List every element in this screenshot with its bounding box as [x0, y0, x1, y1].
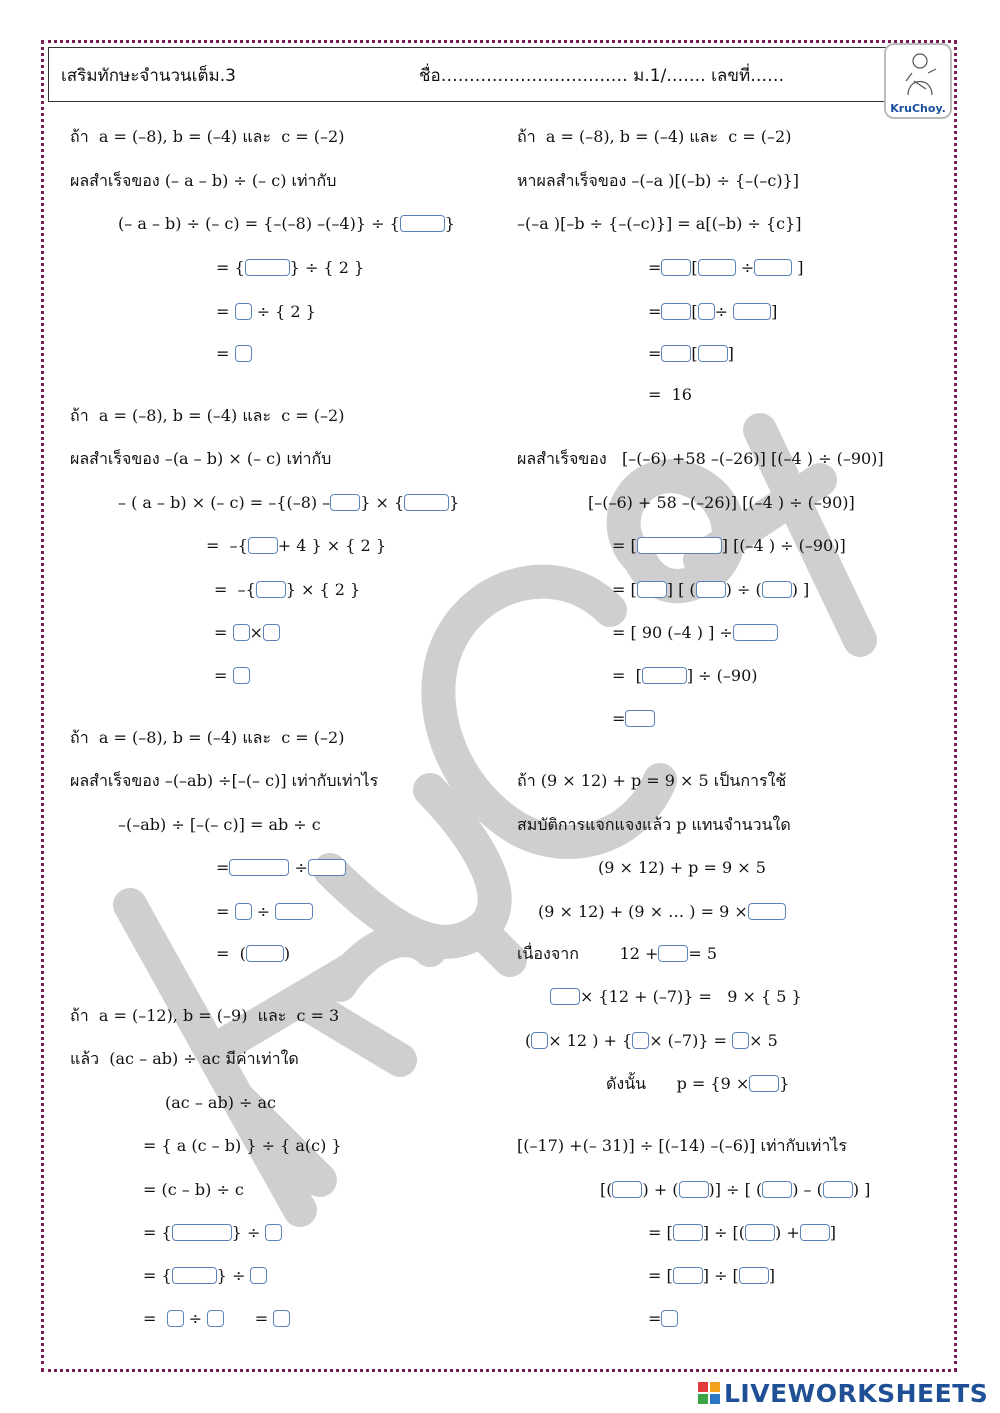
q5-step3-close: ]	[771, 302, 778, 321]
q2-step1-text: – ( a – b) × (– c) = –{(–8) –	[118, 493, 331, 512]
q7-step3-text: เนื่องจาก 12 +	[517, 944, 659, 963]
q1-step4	[216, 344, 252, 364]
header-bar	[48, 47, 948, 102]
answer-box[interactable]	[679, 1181, 709, 1198]
answer-box[interactable]	[754, 259, 792, 276]
q6-step4	[612, 623, 778, 643]
q2-question: ผลสำเร็จของ –(a – b) × (– c) เท่ากับ	[70, 449, 332, 468]
answer-box[interactable]	[612, 1181, 642, 1198]
answer-box[interactable]	[265, 1224, 282, 1241]
answer-box[interactable]	[637, 581, 667, 598]
q3-step2-eq: =	[216, 858, 230, 877]
answer-box[interactable]	[661, 345, 691, 362]
answer-box[interactable]	[762, 581, 792, 598]
teacher-figure-icon	[900, 51, 940, 99]
q6-step5-tail: ] ÷ (–90)	[686, 666, 758, 685]
q5-step3-eq: =	[648, 302, 662, 321]
q6-step2-eq: = [	[612, 536, 637, 555]
q8-step2	[648, 1223, 836, 1243]
q7-step5-mid2: × (–7)} =	[649, 1031, 728, 1050]
q2-given: ถ้า a = (–8), b = (–4) และ c = (–2)	[70, 406, 345, 425]
answer-box[interactable]	[637, 537, 722, 554]
answer-box[interactable]	[745, 1224, 775, 1241]
q8-step3-eq: = [	[648, 1266, 673, 1285]
answer-box[interactable]	[661, 259, 691, 276]
q3-step4-close: )	[283, 944, 291, 963]
q4-given: ถ้า a = (–12), b = (–9) และ c = 3	[70, 1006, 340, 1025]
answer-box[interactable]	[273, 1310, 290, 1327]
q7-step5	[525, 1031, 778, 1051]
q7-question-line1: ถ้า (9 × 12) + p = 9 × 5 เป็นการใช้	[517, 771, 787, 790]
q7-step5-tail: × 5	[749, 1031, 778, 1050]
q5-step4	[648, 344, 734, 364]
q1-step2-tail: } ÷ { 2 }	[289, 258, 365, 277]
answer-box[interactable]	[248, 537, 278, 554]
q3-step3	[216, 902, 313, 922]
q7-step4	[550, 987, 802, 1007]
q8-step2-plus: ) +	[775, 1223, 800, 1242]
q1-step2-eq: = {	[216, 258, 245, 277]
q5-step2	[648, 258, 804, 278]
q4-step4-div: } ÷	[231, 1223, 261, 1242]
q2-step3-eq: = –{	[214, 580, 256, 599]
q4-step5-div: } ÷	[216, 1266, 246, 1285]
q1-question: ผลสำเร็จของ (– a – b) ÷ (– c) เท่ากับ	[70, 171, 337, 190]
answer-box[interactable]	[749, 1075, 779, 1092]
q5-given: ถ้า a = (–8), b = (–4) และ c = (–2)	[517, 127, 792, 146]
q7-step5-mid1: × 12 ) + {	[548, 1031, 633, 1050]
q7-step4-tail: × {12 + (–7)} = 9 × { 5 }	[580, 987, 802, 1006]
q6-step3-close: ) ]	[791, 580, 810, 599]
q6-step6	[612, 709, 655, 729]
q3-step3-div: ÷	[256, 902, 270, 921]
q1-step2	[216, 258, 364, 278]
q5-step2-eq: =	[648, 258, 662, 277]
q1-step3-tail: ÷ { 2 }	[256, 302, 316, 321]
answer-box[interactable]	[235, 903, 252, 920]
answer-box[interactable]	[696, 581, 726, 598]
answer-box[interactable]	[233, 624, 250, 641]
q4-step3: = (c – b) ÷ c	[143, 1180, 244, 1199]
answer-box[interactable]	[167, 1310, 184, 1327]
q2-step2-tail: + 4 } × { 2 }	[277, 536, 386, 555]
answer-box[interactable]	[246, 945, 284, 962]
kruchoy-logo	[884, 43, 952, 119]
q6-step6-eq: =	[612, 709, 626, 728]
q6-step5-eq: = [	[612, 666, 642, 685]
q2-step1-close: }	[449, 493, 460, 512]
q3-step2	[216, 858, 346, 878]
q8-step3	[648, 1266, 775, 1286]
answer-box[interactable]	[658, 945, 688, 962]
q7-step2-text: (9 × 12) + (9 × … ) = 9 ×	[538, 902, 748, 921]
answer-box[interactable]	[172, 1267, 217, 1284]
q4-step5	[143, 1266, 267, 1286]
q2-step2-eq: = –{	[206, 536, 248, 555]
student-info-line: ชื่อ…………………………… ม.1/……. เลขที่……	[419, 66, 785, 86]
q5-step2-div: ÷	[740, 258, 755, 277]
answer-box[interactable]	[531, 1032, 548, 1049]
q2-step5-eq: =	[214, 666, 228, 685]
answer-box[interactable]	[250, 1267, 267, 1284]
answer-box[interactable]	[632, 1032, 649, 1049]
q3-question: ผลสำเร็จของ –(–ab) ÷[–(– c)] เท่ากับเท่าไร	[70, 771, 379, 790]
answer-box[interactable]	[229, 859, 289, 876]
q7-step6-close: }	[779, 1074, 790, 1093]
q1-step1	[118, 214, 455, 234]
q7-question-line2: สมบัติการแจกแจงแล้ว p แทนจำนวนใด	[517, 815, 791, 834]
q5-step1: –(–a )[–b ÷ {–(–c)}] = a[(–b) ÷ {c}]	[517, 214, 802, 233]
answer-box[interactable]	[207, 1310, 224, 1327]
answer-box[interactable]	[661, 1310, 678, 1327]
answer-box[interactable]	[673, 1267, 703, 1284]
q3-step4	[216, 944, 290, 964]
answer-box[interactable]	[245, 259, 290, 276]
answer-box[interactable]	[673, 1224, 703, 1241]
q5-step5: = 16	[648, 385, 692, 404]
q2-step1-mid: } × {	[360, 493, 405, 512]
q3-given: ถ้า a = (–8), b = (–4) และ c = (–2)	[70, 728, 345, 747]
answer-box[interactable]	[661, 303, 691, 320]
q3-step4-eq: = (	[216, 944, 246, 963]
answer-box[interactable]	[762, 1181, 792, 1198]
logo-text: KruChoy.	[890, 102, 946, 115]
answer-box[interactable]	[308, 859, 346, 876]
q5-step2-close: ]	[797, 258, 804, 277]
q5-step3-open: [	[691, 302, 698, 321]
answer-box[interactable]	[235, 345, 252, 362]
q5-step4-open: [	[691, 344, 698, 363]
answer-box[interactable]	[400, 215, 445, 232]
answer-box[interactable]	[263, 624, 280, 641]
q8-step3-mid: ] ÷ [	[702, 1266, 739, 1285]
answer-box[interactable]	[748, 903, 786, 920]
q6-step4-text: = [ 90 (–4 ) ] ÷	[612, 623, 733, 642]
q7-step2	[538, 902, 786, 922]
q6-step1: [–(–6) + 58 –(–26)] [(–4 ) ÷ (–90)]	[588, 493, 855, 512]
q8-step1-mid1: ) + (	[642, 1180, 679, 1199]
answer-box[interactable]	[404, 494, 449, 511]
q2-step4-eq: =	[214, 623, 228, 642]
answer-box[interactable]	[733, 624, 778, 641]
q4-step1: (ac – ab) ÷ ac	[165, 1093, 277, 1112]
q6-step2-tail: ] [(–4 ) ÷ (–90)]	[721, 536, 846, 555]
q2-step4	[214, 623, 280, 643]
answer-box[interactable]	[698, 345, 728, 362]
answer-box[interactable]	[172, 1224, 232, 1241]
answer-box[interactable]	[739, 1267, 769, 1284]
q4-step6-eq2: =	[254, 1309, 269, 1328]
answer-box[interactable]	[235, 303, 252, 320]
q8-step4	[648, 1309, 678, 1329]
q6-step5	[612, 666, 758, 686]
q7-step6	[606, 1074, 789, 1094]
q1-given: ถ้า a = (–8), b = (–4) และ c = (–2)	[70, 127, 345, 146]
q5-step2-open: [	[691, 258, 698, 277]
q2-step1	[118, 493, 459, 513]
q2-step2	[206, 536, 386, 556]
q8-step2-close: ]	[829, 1223, 837, 1242]
q8-step1	[600, 1180, 870, 1200]
liveworksheets-text: LIVEWORKSHEETS	[724, 1378, 989, 1408]
liveworksheets-logo	[698, 1378, 988, 1408]
q4-step5-eq: = {	[143, 1266, 172, 1285]
answer-box[interactable]	[698, 259, 736, 276]
q8-step2-eq: = [	[648, 1223, 673, 1242]
q5-step4-close: ]	[727, 344, 734, 363]
answer-box[interactable]	[256, 581, 286, 598]
answer-box[interactable]	[233, 667, 250, 684]
q2-step4-times: ×	[249, 623, 263, 642]
q6-step3	[612, 580, 809, 600]
q4-step4-eq: = {	[143, 1223, 172, 1242]
q5-question: หาผลสำเร็จของ –(–a )[(–b) ÷ {–(–c)}]	[517, 171, 800, 190]
q6-step3-mid2: ) ÷ (	[725, 580, 762, 599]
answer-box[interactable]	[823, 1181, 853, 1198]
q7-step6-text: ดังนั้น p = {9 ×	[606, 1074, 750, 1093]
answer-box[interactable]	[625, 710, 655, 727]
q8-question: [(–17) +(– 31)] ÷ [(–14) –(–6)] เท่ากับเท่าไร	[517, 1136, 847, 1155]
q3-step3-eq: =	[216, 902, 230, 921]
q7-step3	[517, 944, 717, 964]
answer-box[interactable]	[642, 667, 687, 684]
q1-step1-text: (– a – b) ÷ (– c) = {–(–8) –(–4)} ÷ {	[118, 214, 400, 233]
q2-step5	[214, 666, 250, 686]
q8-step2-mid: ] ÷ [(	[702, 1223, 746, 1242]
q1-step4-eq: =	[216, 344, 230, 363]
q2-step3-tail: } × { 2 }	[285, 580, 361, 599]
liveworksheets-icon	[698, 1382, 720, 1404]
worksheet-title: เสริมทักษะจำนวนเต็ม.3	[61, 66, 236, 86]
q4-step6-div: ÷	[188, 1309, 203, 1328]
q3-step1: –(–ab) ÷ [–(– c)] = ab ÷ c	[118, 815, 321, 834]
answer-box[interactable]	[732, 1032, 749, 1049]
q4-step2: = { a (c – b) } ÷ { a(c) }	[143, 1136, 342, 1155]
q6-step3-mid1: ] [ (	[666, 580, 696, 599]
q5-step3	[648, 302, 777, 322]
q8-step1-mid3: ) – (	[792, 1180, 823, 1199]
answer-box[interactable]	[698, 303, 715, 320]
q4-question: แล้ว (ac – ab) ÷ ac มีค่าเท่าใด	[70, 1049, 299, 1068]
q8-step1-mid2: )] ÷ [ (	[708, 1180, 763, 1199]
q1-step3-eq: =	[216, 302, 230, 321]
q4-step4	[143, 1223, 282, 1243]
q4-step6	[143, 1309, 290, 1329]
q8-step3-close: ]	[768, 1266, 776, 1285]
q4-step6-eq: =	[143, 1309, 157, 1328]
q5-step4-eq: =	[648, 344, 662, 363]
q7-step5-open: (	[525, 1031, 532, 1050]
answer-box[interactable]	[275, 903, 313, 920]
answer-box[interactable]	[330, 494, 360, 511]
q6-step2	[612, 536, 846, 556]
q8-step1-close: ) ]	[852, 1180, 871, 1199]
answer-box[interactable]	[733, 303, 771, 320]
answer-box[interactable]	[550, 988, 580, 1005]
q3-step2-div: ÷	[294, 858, 308, 877]
q7-step1: (9 × 12) + p = 9 × 5	[598, 858, 766, 877]
q8-step4-eq: =	[648, 1309, 662, 1328]
worksheet-border	[41, 40, 957, 1372]
q7-step3-tail: = 5	[688, 944, 718, 963]
q2-step3	[214, 580, 360, 600]
q5-step3-div: ÷	[714, 302, 729, 321]
q1-step1-close: }	[444, 214, 455, 233]
q8-step1-open: [(	[600, 1180, 613, 1199]
q6-step3-eq: = [	[612, 580, 637, 599]
answer-box[interactable]	[800, 1224, 830, 1241]
q6-question: ผลสำเร็จของ [–(–6) +58 –(–26)] [(–4 ) ÷ (–90)]	[517, 449, 884, 468]
q1-step3	[216, 302, 316, 322]
